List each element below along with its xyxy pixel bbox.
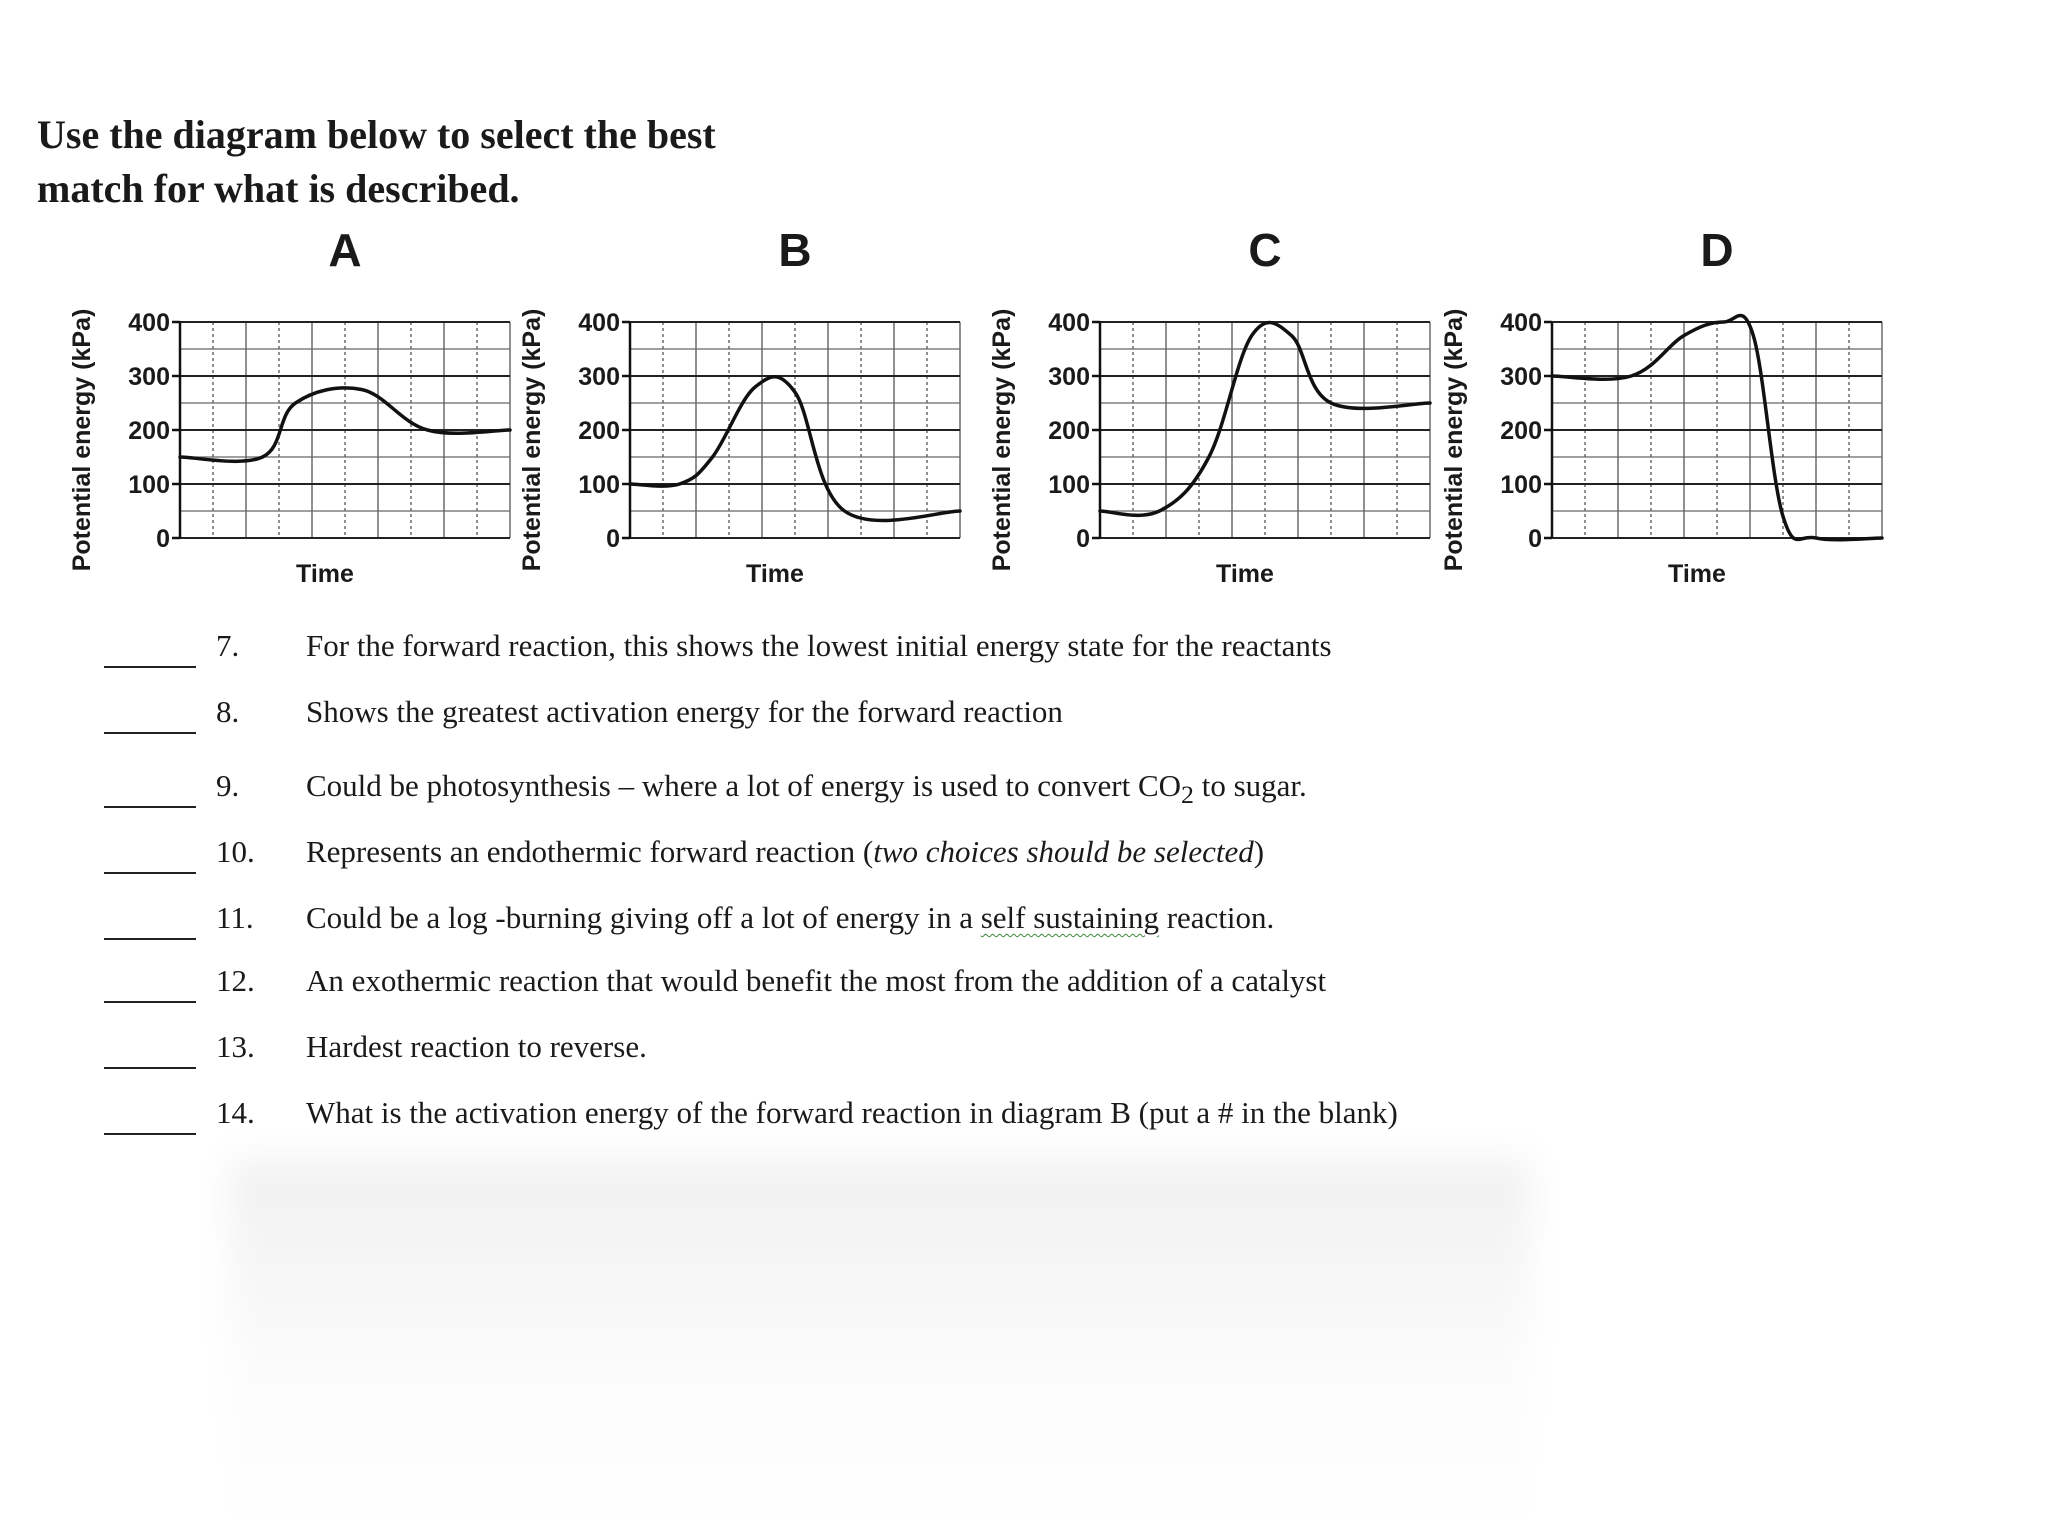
- answer-blank-8[interactable]: [104, 732, 196, 734]
- question-14: [100, 1095, 1740, 1145]
- chart-svg: [980, 218, 1440, 608]
- answer-blank-13[interactable]: [104, 1067, 196, 1069]
- y-tick-label: 300: [128, 363, 170, 391]
- instructions-line-2: match for what is described.: [37, 166, 520, 211]
- instructions-line-1: Use the diagram below to select the best: [37, 112, 716, 157]
- question-number: 8.: [216, 694, 240, 729]
- y-tick-label: 300: [1048, 363, 1090, 391]
- page-shadow: [230, 1160, 1530, 1540]
- question-11: [100, 900, 1740, 950]
- y-tick-label: 200: [1500, 417, 1542, 445]
- question-number: 7.: [216, 628, 240, 663]
- y-tick-label: 0: [1528, 525, 1542, 553]
- panel-label: A: [328, 224, 362, 276]
- question-10: [100, 834, 1740, 884]
- y-tick-label: 400: [1048, 309, 1090, 337]
- question-text: [306, 768, 1307, 810]
- answer-blank-7[interactable]: [104, 666, 196, 668]
- question-number: 14.: [216, 1095, 255, 1130]
- y-tick-label: 300: [578, 363, 620, 391]
- question-number: 10.: [216, 834, 255, 869]
- question-text: An exothermic reaction that would benefit the most from the addition of a catalyst: [306, 963, 1327, 998]
- chart-panel-c: [980, 218, 1440, 608]
- y-axis-title: Potential energy (kPa): [988, 308, 1016, 572]
- question-text: Shows the greatest activation energy for the forward reaction: [306, 694, 1063, 729]
- question-text-part: Could be a log -burning giving off a lot of energy in a: [306, 900, 981, 935]
- question-text: [306, 834, 1264, 870]
- answer-blank-9[interactable]: [104, 806, 196, 808]
- y-tick-label: 300: [1500, 363, 1542, 391]
- question-text: [306, 900, 1274, 936]
- x-axis-title: Time: [1216, 560, 1274, 588]
- question-13: [100, 1029, 1740, 1079]
- x-axis-title: Time: [296, 560, 354, 588]
- question-number: 9.: [216, 768, 240, 803]
- y-tick-label: 100: [1500, 471, 1542, 499]
- answer-blank-12[interactable]: [104, 1001, 196, 1003]
- chart-svg: [60, 218, 520, 608]
- answer-blank-14[interactable]: [104, 1133, 196, 1135]
- panel-label: B: [778, 224, 812, 276]
- y-axis-title: Potential energy (kPa): [518, 308, 546, 572]
- question-number: 11.: [216, 900, 254, 935]
- question-text-part: Could be photosynthesis – where a lot of energy is used to convert CO: [306, 768, 1182, 803]
- y-tick-label: 0: [1076, 525, 1090, 553]
- y-tick-label: 100: [128, 471, 170, 499]
- question-number: 13.: [216, 1029, 255, 1064]
- question-text-part: Represents an endothermic forward reaction (: [306, 834, 874, 869]
- instructions: [37, 108, 716, 216]
- answer-blank-11[interactable]: [104, 938, 196, 940]
- spellcheck-underlined-text: self sustaining: [980, 900, 1159, 935]
- y-tick-label: 100: [1048, 471, 1090, 499]
- x-axis-title: Time: [1668, 560, 1726, 588]
- question-12: [100, 963, 1740, 1013]
- question-text: Hardest reaction to reverse.: [306, 1029, 647, 1064]
- question-number: 12.: [216, 963, 255, 998]
- y-axis-title: Potential energy (kPa): [68, 308, 96, 572]
- chart-panel-a: [60, 218, 520, 608]
- question-italic-note: two choices should be selected: [873, 834, 1254, 869]
- question-7: [100, 628, 1740, 678]
- chart-svg: [1432, 218, 1892, 608]
- x-axis-title: Time: [746, 560, 804, 588]
- question-text: What is the activation energy of the forward reaction in diagram B (put a # in the blank): [306, 1095, 1398, 1130]
- co2-subscript: 2: [1181, 780, 1194, 810]
- y-tick-label: 200: [128, 417, 170, 445]
- y-tick-label: 0: [606, 525, 620, 553]
- question-text-part: reaction.: [1158, 900, 1275, 935]
- question-text-part: to sugar.: [1193, 768, 1307, 803]
- panel-label: D: [1700, 224, 1734, 276]
- chart-panel-d: [1432, 218, 1892, 608]
- y-tick-label: 200: [578, 417, 620, 445]
- y-axis-title: Potential energy (kPa): [1440, 308, 1468, 572]
- chart-panel-b: [510, 218, 970, 608]
- question-text-part: ): [1253, 834, 1265, 869]
- y-tick-label: 200: [1048, 417, 1090, 445]
- y-tick-label: 400: [578, 309, 620, 337]
- y-tick-label: 0: [156, 525, 170, 553]
- question-8: [100, 694, 1740, 744]
- chart-svg: [510, 218, 970, 608]
- question-text: For the forward reaction, this shows the lowest initial energy state for the reactants: [306, 628, 1332, 663]
- panel-label: C: [1248, 224, 1282, 276]
- y-tick-label: 400: [1500, 309, 1542, 337]
- question-9: [100, 768, 1740, 818]
- y-tick-label: 400: [128, 309, 170, 337]
- answer-blank-10[interactable]: [104, 872, 196, 874]
- y-tick-label: 100: [578, 471, 620, 499]
